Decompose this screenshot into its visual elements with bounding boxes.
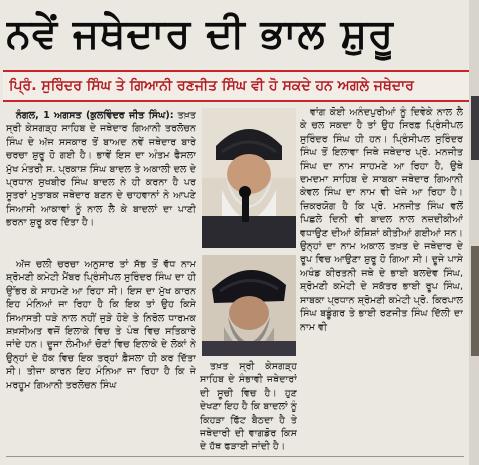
article-column-left-bottom [6, 258, 196, 454]
article-paragraph-2: ਅੱਜ ਚਲੀ ਚਰਚਾ ਅਨੁਸਾਰ ਤਾਂ ਸੱਭ ਤੋਂ ਵੱਧ ਨਾਮ ਸ਼੍ਰੋਮਣੀ ਕਮੇਟੀ ਮੈਂਬਰ ਪ੍ਰਿੰਸੀਪਲ ਸੁਰਿੰਦਰ ਸਿੰਘ ਦਾ ਹੀ ਉੱਭਰ ਕੇ ਸਾਹਮਣੇ ਆ ਰਿਹਾ ਸੀ। ਇਸ ਦਾ ਮੁੱਖ ਕਾਰਨ ਇਹ ਮੰਨਿਆਂ ਜਾ ਰਿਹਾ ਹੈ ਕਿ ਇਕ ਤਾਂ ਉਹ ਕਿਸੇ ਸਿਆਸਤੀ ਧੜੇ ਨਾਲ ਨਹੀਂ ਜੁੜੇ ਹੋਏ ਤੇ ਨਿਰੋਲ ਧਾਰਮਕ ਸ਼ਖ਼ਸੀਅਤ ਵਜੋਂ ਇਲਾਕੇ ਵਿਚ ਤੇ ਪੰਥ ਵਿਚ ਸਤਿਕਾਰੇ ਜਾਂਦੇ ਹਨ। ਦੂਜਾ ਲੰਮੀਆਂ ਚੋਣਾਂ ਵਿਚ ਇਲਾਕੇ ਦੇ ਲੋਕਾਂ ਨੇ ਉਨ੍ਹਾਂ ਦੇ ਹੱਕ ਵਿਚ ਇਕ ਤਰ੍ਹਾਂ ਫ਼ੈਸਲਾ ਹੀ ਕਰ ਦਿੱਤਾ ਸੀ। ਤੀਜਾ ਕਾਰਨ ਇਹ ਮੰਨਿਆ ਜਾ ਰਿਹਾ ਹੈ ਕਿ ਜੇ ਮਰਹੂਮ ਗਿਆਨੀ ਤਰਲੋਚਨ ਸਿੰਘ [6, 259, 196, 391]
dateline: ਨੰਗਲ, 1 ਅਗਸਤ (ਕੁਲਵਿੰਦਰ ਜੀਤ ਸਿੰਘ): [16, 110, 174, 121]
article-column-middle-bottom [200, 360, 297, 456]
adjacent-photo-edge [471, 96, 479, 160]
article-paragraph-1: ਤਖ਼ਤ ਸ੍ਰੀ ਕੇਸਗੜ੍ਹ ਸਾਹਿਬ ਦੇ ਜਥੇਦਾਰ ਗਿਆਨੀ ਤਰਲੋਚਨ ਸਿੰਘ ਦੇ ਅੱਜ ਸਸਕਾਰ ਤੋਂ ਬਾਅਦ ਨਵੇਂ ਜਥੇਦਾਰ ਬਾਰੇ ਚਰਚਾ ਸ਼ੁਰੂ ਹੋ ਗਈ ਹੈ। ਭਾਵੇਂ ਇਸ ਦਾ ਅੰਤਮ ਫੈਸਲਾ ਮੁੱਖ ਮੰਤਰੀ ਸ. ਪ੍ਰਕਾਸ਼ ਸਿੰਘ ਬਾਦਲ ਤੇ ਅਕਾਲੀ ਦਲ ਦੇ ਪ੍ਰਧਾਨ ਸੁਖਬੀਰ ਸਿੰਘ ਬਾਦਲ ਨੇ ਹੀ ਕਰਨਾ ਹੈ ਪਰ ਸੂਤਰਾਂ ਮੁਤਾਬਕ ਜਥੇਦਾਰ ਬਣਨ ਦੇ ਚਾਹਵਾਨਾਂ ਨੇ ਆਪਣੇ ਸਿਆਸੀ ਆਕਾਵਾਂ ਨੂੰ ਨਾਲ ਲੈ ਕੇ ਬਾਦਲਾਂ ਦਾ ਪਾਣੀ ਭਰਨਾ ਸ਼ੁਰੂ ਕਰ ਦਿੱਤਾ ਹੈ। [6, 110, 196, 229]
article-paragraph-mid: ਤਖ਼ਤ ਸ੍ਰੀ ਕੇਸਗੜ੍ਹ ਸਾਹਿਬ ਦੇ ਸੰਭਾਵੀ ਜਥੇਦਾਰਾਂ ਦੀ ਸੂਚੀ ਵਿਚ ਹੈ। ਹੁਣ ਦੇਖਣਾ ਇਹ ਹੈ ਕਿ ਬਾਦਲਾਂ ਨੂੰ ਕਿਹੜਾ ਫਿੱਟ ਬੈਠਦਾ ਹੈ ਤੇ ਜਥੇਦਾਰੀ ਦੀ ਵਾਗਡੋਰ ਕਿਸ ਦੇ ਹੱਥ ਫੜਾਈ ਜਾਂਦੀ ਹੈ। [200, 361, 297, 453]
article-column-right [300, 106, 463, 456]
portrait-2-image [202, 255, 296, 356]
bottom-divider [6, 456, 464, 457]
article-column-left-top [6, 109, 196, 253]
article-paragraph-right: ਵਾਂਗ ਕੋਈ ਅਨੰਦਪੁਰੀਆਂ ਨੂੰ ਦਿਵੇਕੇ ਨਾਲ ਲੈ ਕੇ ਚਲ ਸਕਦਾ ਹੈ ਤਾਂ ਉਹ ਸਿਰਫ਼ ਪ੍ਰਿੰਸੀਪਲ ਸੁਰਿੰਦਰ ਸਿੰਘ ਹੀ ਹਨ। ਪ੍ਰਿੰਸੀਪਲ ਸੁਰਿੰਦਰ ਸਿੰਘ ਤੋਂ ਇਲਾਵਾ ਜਿਥੇ ਜਥੇਦਾਰ ਪ੍ਰੋ. ਮਨਜੀਤ ਸਿੰਘ ਦਾ ਨਾਮ ਸਾਹਮਣੇ ਆ ਰਿਹਾ ਹੈ, ਉਥੇ ਦਮਦਮਾ ਸਾਹਿਬ ਦੇ ਸਾਬਕਾ ਜਥੇਦਾਰ ਗਿਆਨੀ ਕੇਵਲ ਸਿੰਘ ਦਾ ਨਾਮ ਵੀ ਖੋਜੇ ਆ ਰਿਹਾ ਹੈ। ਜ਼ਿਕਰਯੋਗ ਹੈ ਕਿ ਪ੍ਰੋ. ਮਨਜੀਤ ਸਿੰਘ ਵਲੋਂ ਪਿਛਲੇ ਦਿਨੀ ਵੀ ਬਾਦਲ ਨਾਲ ਨਜ਼ਦੀਕੀਆਂ ਵਧਾਉਣ ਦੀਆਂ ਕੋਸ਼ਿਸ਼ਾਂ ਕੀਤੀਆਂ ਗਈਆਂ ਸਨ। ਉਨ੍ਹਾਂ ਦਾ ਨਾਮ ਅਕਾਲ ਤਖ਼ਤ ਦੇ ਜਥੇਦਾਰ ਦੇ ਰੂਪ ਵਿਚ ਆਉਣਾ ਸ਼ੁਰੂ ਹੋ ਗਿਆ ਸੀ। ਦੂਜੇ ਪਾਸੇ ਅਖੰਡ ਕੀਰਤਨੀ ਜਥੇ ਦੇ ਭਾਈ ਬਲਦੇਵ ਸਿੰਘ, ਸ਼੍ਰੋਮਣੀ ਕਮੇਟੀ ਦੇ ਸਕੱਤਰ ਭਾਈ ਰੂਪ ਸਿੰਘ, ਸਾਬਕਾ ਪ੍ਰਧਾਨ ਸ਼੍ਰੋਮਣੀ ਕਮੇਟੀ ਪ੍ਰੋ. ਕਿਰਪਾਲ ਸਿੰਘ ਬਡੂੰਗਰ ਤੇ ਭਾਈ ਰਣਜੀਤ ਸਿੰਘ ਦਿੱਲੀ ਦਾ ਨਾਮ ਵੀ [300, 107, 463, 333]
portrait-photo-turbaned-man-2 [202, 255, 296, 356]
adjacent-photo-edge-2 [471, 246, 479, 356]
subheadline-box [3, 70, 469, 102]
subheadline: ਪ੍ਰਿੰ. ਸੁਰਿੰਦਰ ਸਿੰਘ ਤੇ ਗਿਆਨੀ ਰਣਜੀਤ ਸਿੰਘ ਵੀ ਹੋ ਸਕਦੇ ਹਨ ਅਗਲੇ ਜਥੇਦਾਰ [9, 78, 414, 94]
portrait-1-image [202, 108, 296, 248]
adjacent-article-edge [469, 0, 479, 465]
portrait-photo-turbaned-man [202, 108, 296, 248]
headline: ਨਵੇਂ ਜਥੇਦਾਰ ਦੀ ਭਾਲ ਸ਼ੁਰੂ [6, 11, 394, 57]
